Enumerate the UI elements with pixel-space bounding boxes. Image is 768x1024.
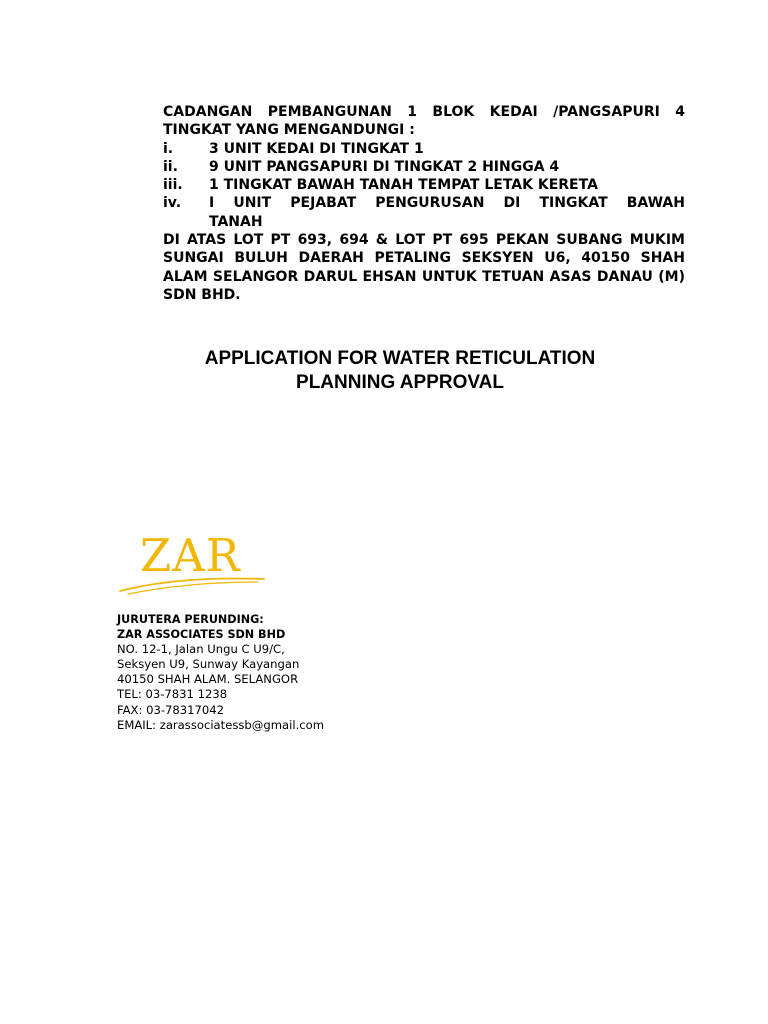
email-address: EMAIL: zarassociatessb@gmail.com <box>117 717 325 732</box>
list-item-text-line1: I UNIT PEJABAT PENGURUSAN DI TINGKAT BAWAH <box>209 195 685 212</box>
list-item <box>163 176 685 194</box>
address-line: NO. 12-1, Jalan Ungu C U9/C, <box>117 642 285 657</box>
phone-number: TEL: 03-7831 1238 <box>117 687 228 702</box>
logo-text: ZAR <box>140 529 241 582</box>
application-title-line2: PLANNING APPROVAL <box>296 372 504 393</box>
list-item <box>163 194 685 231</box>
project-proposal <box>163 103 685 304</box>
consultant-contact <box>117 612 324 733</box>
address-line: 40150 SHAH ALAM. SELANGOR <box>117 672 299 687</box>
list-item <box>163 140 685 158</box>
list-item-number: i. <box>163 140 174 157</box>
list-item-number: iv. <box>163 195 182 212</box>
application-title-line1: APPLICATION FOR WATER RETICULATION <box>204 348 596 369</box>
list-item-text: 9 UNIT PANGSAPURI DI TINGKAT 2 HINGGA 4 <box>209 158 560 175</box>
list-item <box>163 158 685 176</box>
list-item-text: 3 UNIT KEDAI DI TINGKAT 1 <box>209 140 424 157</box>
proposal-location: DI ATAS LOT PT 693, 694 & LOT PT 695 PEKAN SUBANG MUKIM SUNGAI BULUH DAERAH PETALING SEKSYEN U6, 40150 SHAH ALAM SELANGOR DARUL EHSAN UNTUK TETUAN ASAS DANAU (M) SDN BHD. <box>163 232 685 303</box>
list-item-number: ii. <box>163 158 178 175</box>
list-item-text <box>209 194 685 231</box>
address-line: Seksyen U9, Sunway Kayangan <box>117 657 300 672</box>
company-logo <box>118 528 268 598</box>
consultant-company: ZAR ASSOCIATES SDN BHD <box>117 628 286 642</box>
logo-swoosh-icon <box>118 528 268 598</box>
fax-number: FAX: 03-78317042 <box>117 702 225 717</box>
list-item-text: 1 TINGKAT BAWAH TANAH TEMPAT LETAK KERETA <box>209 177 598 194</box>
consultant-role: JURUTERA PERUNDING: <box>117 613 264 626</box>
list-item-number: iii. <box>163 177 183 194</box>
proposal-intro: CADANGAN PEMBANGUNAN 1 BLOK KEDAI /PANGSAPURI 4 TINGKAT YANG MENGANDUNGI : <box>163 104 685 139</box>
list-item-text-line2: TANAH <box>209 213 263 230</box>
application-title <box>100 347 700 395</box>
